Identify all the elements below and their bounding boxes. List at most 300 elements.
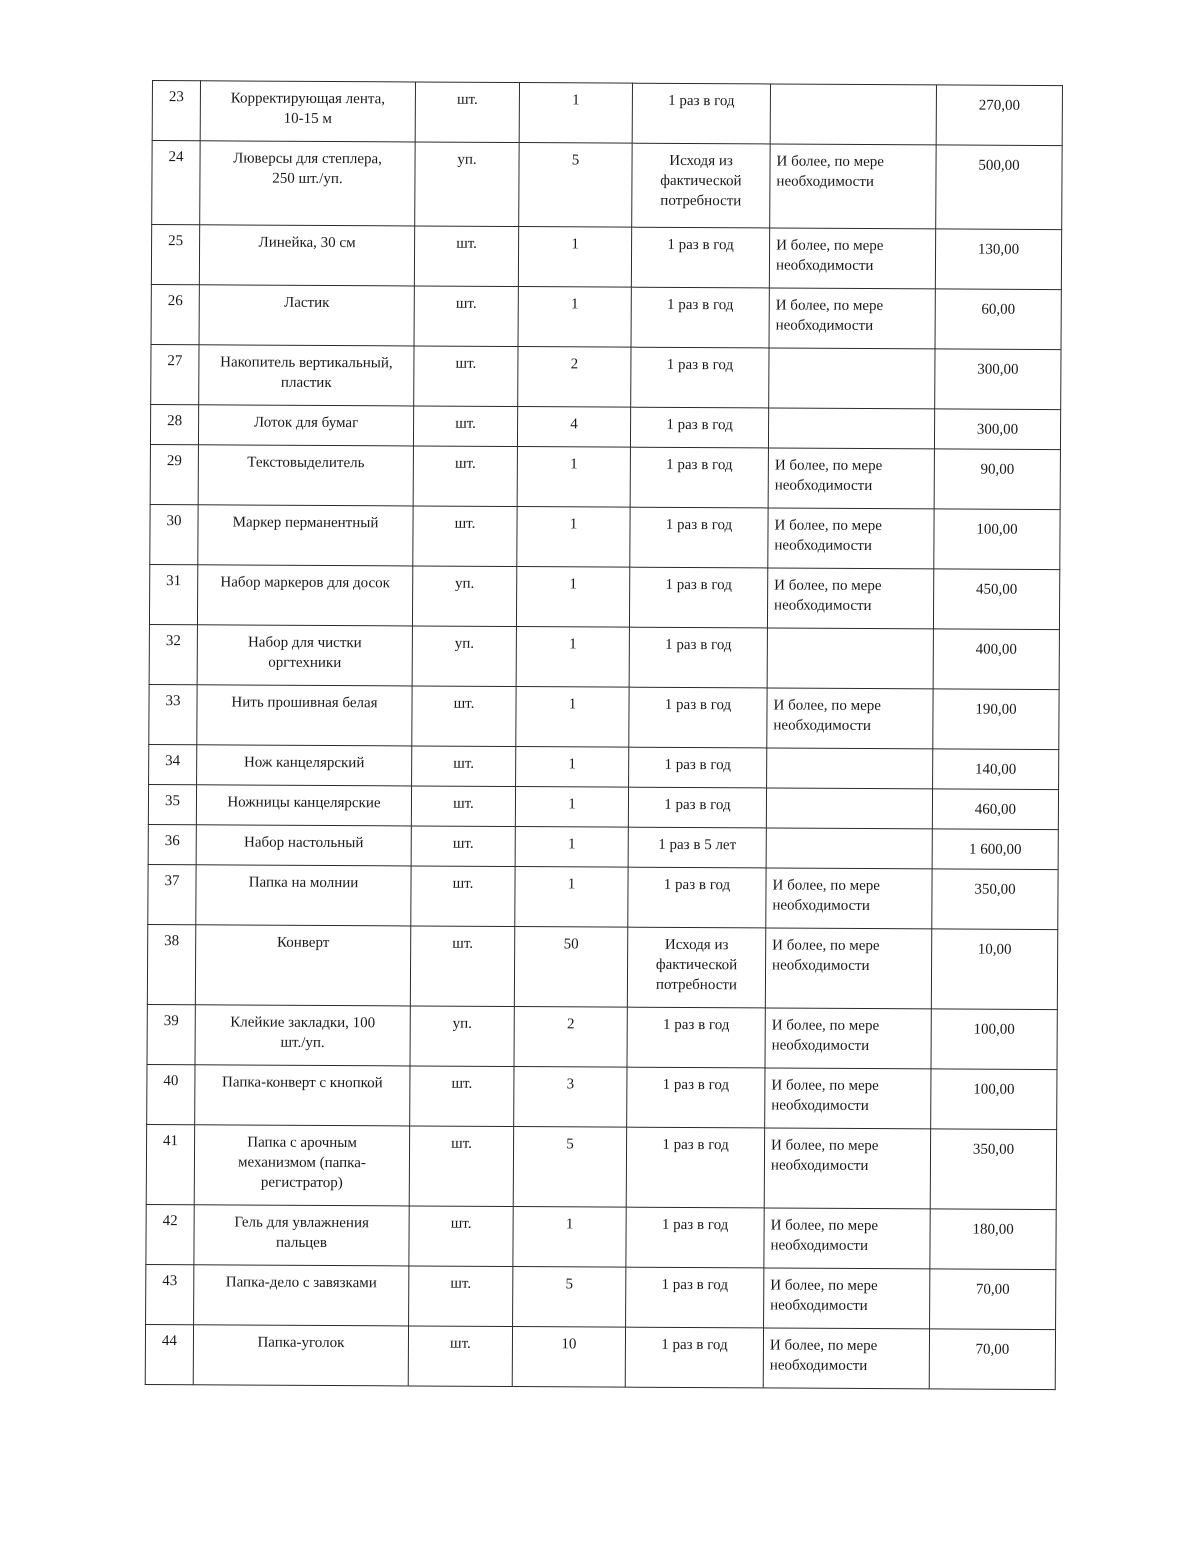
unit-of-measure-cell: [413, 406, 517, 447]
table-row: [149, 624, 1059, 689]
unit-of-measure-cell: [414, 226, 518, 287]
row-number-cell: [148, 864, 196, 924]
replacement-frequency-cell: [630, 407, 768, 448]
quantity-cell: [517, 447, 630, 508]
note-cell: [765, 1068, 931, 1129]
unit-of-measure-cell: [409, 1126, 513, 1207]
unit-of-measure-cell: [410, 1066, 514, 1127]
quantity: 1: [570, 296, 579, 313]
price-cell: [934, 409, 1060, 450]
row-number-cell: [148, 824, 196, 864]
note-cell: [770, 144, 936, 229]
note: И более, по мере необходимости: [770, 1217, 879, 1255]
note: [774, 635, 929, 636]
unit-of-measure-cell: [409, 1206, 513, 1267]
quantity-cell: [517, 407, 630, 448]
replacement-frequency: 1 раз в год: [664, 696, 732, 714]
price: 140,00: [974, 761, 1017, 778]
note-cell: [768, 408, 934, 449]
note-cell: [765, 928, 931, 1009]
quantity: 50: [563, 936, 579, 953]
replacement-frequency: 1 раз в год: [662, 1136, 729, 1154]
price-cell: [933, 569, 1059, 630]
note: И более, по мере необходимости: [770, 1137, 879, 1175]
row-number-cell: [151, 225, 199, 285]
item-name-cell: [199, 225, 414, 286]
replacement-frequency: 1 раз в год: [662, 1076, 730, 1094]
quantity-cell: [515, 787, 628, 828]
replacement-frequency: 1 раз в год: [666, 456, 733, 474]
item-name-cell: [196, 865, 411, 926]
table-row: [148, 824, 1058, 869]
quantity: 5: [571, 152, 580, 169]
table-row: [146, 1264, 1056, 1329]
quantity: 1: [570, 456, 578, 473]
note-cell: [766, 788, 932, 829]
unit-of-measure-cell: [414, 346, 518, 407]
replacement-frequency-cell: [631, 227, 769, 288]
note-cell: [767, 748, 933, 789]
table-row: [152, 81, 1062, 146]
item-name: Папка с арочным механизмом (папка- регистратор): [237, 1134, 366, 1192]
unit-of-measure: шт.: [450, 1335, 471, 1352]
item-name: Накопитель вертикальный, пластик: [220, 354, 393, 392]
replacement-frequency-cell: [631, 287, 769, 348]
unit-of-measure: шт.: [455, 415, 476, 432]
quantity-cell: [516, 567, 629, 628]
replacement-frequency: 1 раз в год: [666, 416, 733, 434]
note-cell: [769, 228, 935, 289]
price-cell: [934, 509, 1060, 570]
note-cell: [767, 628, 933, 689]
note-cell: [764, 1268, 930, 1329]
item-name-cell: [198, 445, 413, 506]
price-cell: [933, 749, 1059, 790]
item-name: Папка-уголок: [257, 1334, 345, 1352]
replacement-frequency-cell: [629, 567, 767, 628]
unit-of-measure-cell: [412, 566, 516, 627]
replacement-frequency: 1 раз в год: [665, 576, 732, 594]
price: 500,00: [978, 157, 1020, 174]
unit-of-measure-cell: [411, 786, 515, 827]
row-number-cell: [150, 404, 198, 444]
item-name: Конверт: [276, 934, 330, 952]
price-cell: [929, 1329, 1055, 1390]
replacement-frequency: 1 раз в год: [668, 92, 735, 110]
item-name: Клейкие закладки, 100 шт./уп.: [230, 1014, 376, 1051]
quantity-cell: [513, 1207, 626, 1268]
note: [775, 355, 930, 356]
row-number: 37: [164, 873, 180, 890]
replacement-frequency-cell: [630, 507, 768, 568]
item-name-cell: [193, 1325, 408, 1386]
note: И более, по мере необходимости: [776, 153, 885, 191]
quantity: 1: [568, 756, 576, 773]
unit-of-measure: уп.: [457, 151, 477, 168]
row-number: 23: [168, 89, 184, 106]
quantity-cell: [518, 347, 631, 408]
replacement-frequency-cell: [632, 83, 770, 144]
unit-of-measure: шт.: [450, 1275, 472, 1292]
quantity-cell: [514, 1007, 627, 1068]
item-name-cell: [198, 505, 413, 566]
item-name-cell: [194, 1125, 409, 1206]
replacement-frequency: 1 раз в год: [661, 1336, 728, 1354]
unit-of-measure-cell: [415, 82, 519, 143]
replacement-frequency-cell: [631, 347, 769, 408]
price-cell: [936, 85, 1062, 146]
price: 350,00: [972, 1141, 1015, 1158]
replacement-frequency: Исходя из фактической потребности: [655, 936, 738, 994]
unit-of-measure-cell: [411, 866, 515, 927]
table-row: [148, 784, 1058, 829]
price-cell: [932, 829, 1058, 870]
replacement-frequency: 1 раз в год: [664, 796, 731, 814]
quantity: 2: [570, 356, 579, 373]
table-body: [145, 81, 1062, 1390]
replacement-frequency: 1 раз в год: [664, 756, 731, 774]
unit-of-measure: шт.: [455, 295, 477, 312]
quantity: 1: [568, 696, 577, 713]
table-row: [146, 1204, 1056, 1269]
quantity-cell: [512, 1327, 625, 1388]
item-name: Корректирующая лента, 10-15 м: [230, 90, 386, 128]
item-name-cell: [195, 1065, 410, 1126]
item-name-cell: [195, 925, 410, 1006]
item-name: Люверсы для степлера, 250 шт./уп.: [233, 150, 382, 188]
row-number: 38: [164, 933, 180, 950]
row-number: 30: [166, 513, 182, 530]
item-name-cell: [194, 1265, 409, 1326]
row-number-cell: [149, 684, 197, 744]
price: 270,00: [978, 97, 1021, 114]
price: 100,00: [973, 1081, 1015, 1098]
quantity-cell: [515, 827, 628, 868]
price-cell: [932, 789, 1058, 830]
note: [777, 91, 932, 92]
row-number: 31: [166, 573, 182, 590]
price-cell: [933, 629, 1059, 690]
unit-of-measure-cell: [413, 446, 517, 507]
item-name: Ластик: [284, 294, 330, 311]
price: 350,00: [974, 881, 1016, 898]
table-row: [150, 404, 1060, 449]
replacement-frequency: 1 раз в год: [665, 636, 732, 654]
replacement-frequency: 1 раз в год: [663, 876, 731, 894]
item-name-cell: [197, 565, 412, 626]
unit-of-measure: уп.: [454, 635, 475, 652]
replacement-frequency-cell: [627, 1007, 765, 1068]
row-number-cell: [147, 1004, 195, 1064]
unit-of-measure: шт.: [451, 1135, 472, 1152]
item-name-cell: [197, 685, 412, 746]
unit-of-measure-cell: [412, 746, 516, 787]
note-cell: [763, 1328, 929, 1389]
row-number-cell: [146, 1204, 194, 1264]
note: И более, по мере необходимости: [775, 237, 884, 275]
item-name: Маркер перманентный: [232, 514, 379, 532]
note: И более, по мере необходимости: [771, 1017, 880, 1055]
note: И более, по мере необходимости: [771, 1077, 879, 1115]
table-row: [151, 284, 1061, 349]
replacement-frequency-cell: [630, 447, 768, 508]
price: 180,00: [972, 1221, 1014, 1238]
price-cell: [936, 145, 1062, 230]
price: 190,00: [975, 701, 1017, 718]
price-cell: [935, 349, 1061, 410]
replacement-frequency-cell: [625, 1327, 763, 1388]
row-number-cell: [147, 924, 195, 1004]
quantity: 1: [565, 1216, 574, 1233]
row-number-cell: [148, 784, 196, 824]
note-cell: [766, 868, 932, 929]
price-cell: [935, 289, 1061, 350]
row-number-cell: [152, 141, 200, 225]
table-row: [145, 1324, 1055, 1389]
price: 400,00: [975, 641, 1018, 658]
quantity-cell: [519, 83, 632, 144]
item-name-cell: [200, 81, 415, 142]
note-cell: [768, 448, 934, 509]
item-name-cell: [198, 405, 413, 446]
row-number: 25: [168, 233, 184, 250]
price-cell: [931, 1009, 1057, 1070]
row-number: 33: [165, 693, 181, 710]
price: 70,00: [975, 1341, 1010, 1358]
row-number: 40: [163, 1073, 179, 1090]
unit-of-measure-cell: [412, 686, 516, 747]
quantity-cell: [513, 1127, 626, 1208]
row-number: 42: [162, 1213, 178, 1230]
row-number: 35: [164, 793, 181, 810]
price-cell: [931, 929, 1057, 1010]
quantity-cell: [513, 1267, 626, 1328]
item-name-cell: [199, 345, 414, 406]
table-row: [151, 344, 1061, 409]
item-name-cell: [200, 141, 415, 226]
unit-of-measure: уп.: [452, 1015, 472, 1032]
quantity: 1: [569, 516, 578, 533]
unit-of-measure-cell: [415, 142, 519, 227]
note: И более, по мере необходимости: [774, 577, 882, 615]
price: 10,00: [977, 941, 1012, 958]
replacement-frequency-cell: [628, 787, 766, 828]
unit-of-measure-cell: [408, 1326, 512, 1387]
item-name: Папка-дело с завязками: [225, 1274, 377, 1292]
row-number: 24: [168, 149, 184, 166]
quantity: 1: [567, 836, 576, 853]
row-number: 28: [167, 413, 183, 430]
note: [773, 835, 928, 836]
price: 100,00: [976, 521, 1018, 538]
quantity: 3: [566, 1076, 575, 1093]
quantity-cell: [518, 227, 631, 288]
item-name: Набор настольный: [244, 834, 364, 852]
item-name-cell: [197, 625, 412, 686]
quantity: 4: [570, 416, 578, 433]
price: 450,00: [975, 581, 1018, 598]
price: 100,00: [973, 1021, 1015, 1038]
table-row: [152, 141, 1062, 230]
quantity: 5: [566, 1136, 574, 1153]
note: И более, по мере необходимости: [769, 1337, 878, 1375]
quantity: 1: [569, 636, 577, 653]
row-number: 41: [163, 1133, 179, 1150]
replacement-frequency-cell: [627, 927, 765, 1008]
price: 70,00: [975, 1281, 1010, 1298]
quantity-cell: [516, 627, 629, 688]
note: И более, по мере необходимости: [772, 877, 880, 915]
price: 300,00: [977, 361, 1019, 378]
row-number-cell: [150, 444, 198, 504]
table-row: [149, 744, 1059, 789]
item-name: Нить прошивная белая: [231, 694, 378, 712]
note-cell: [764, 1128, 930, 1209]
replacement-frequency-cell: [629, 627, 767, 688]
unit-of-measure-cell: [413, 506, 517, 567]
replacement-frequency: 1 раз в год: [661, 1216, 729, 1234]
quantity-cell: [518, 287, 631, 348]
quantity-cell: [516, 747, 629, 788]
note-cell: [769, 348, 935, 409]
row-number: 27: [167, 353, 183, 370]
unit-of-measure: шт.: [455, 355, 477, 372]
item-name: Набор маркеров для досок: [220, 574, 391, 592]
unit-of-measure-cell: [414, 286, 518, 347]
row-number-cell: [146, 1264, 194, 1324]
row-number-cell: [151, 284, 199, 344]
row-number: 36: [164, 833, 180, 850]
item-name-cell: [194, 1205, 409, 1266]
row-number-cell: [146, 1124, 194, 1204]
quantity: 1: [567, 876, 576, 893]
quantity-cell: [517, 507, 630, 568]
quantity: 1: [571, 236, 579, 253]
note: И более, по мере необходимости: [772, 937, 880, 975]
row-number: 26: [167, 293, 183, 310]
item-name: Ножницы канцелярские: [227, 794, 381, 812]
note: И более, по мере необходимости: [774, 517, 882, 555]
item-name: Папка на молнии: [248, 874, 359, 892]
item-name: Гель для увлажнения пальцев: [234, 1214, 369, 1251]
unit-of-measure-cell: [412, 626, 516, 687]
price-cell: [930, 1209, 1056, 1270]
price: 60,00: [981, 301, 1016, 318]
supply-norms-table: [145, 80, 1063, 1390]
replacement-frequency-cell: [628, 867, 766, 928]
note: И более, по мере необходимости: [774, 457, 883, 495]
unit-of-measure: шт.: [453, 695, 475, 712]
unit-of-measure: шт.: [451, 1075, 473, 1092]
row-number: 29: [166, 453, 182, 470]
note-cell: [767, 688, 933, 749]
unit-of-measure: шт.: [450, 1215, 472, 1232]
replacement-frequency: 1 раз в год: [662, 1016, 730, 1034]
row-number: 34: [165, 753, 181, 770]
note-cell: [767, 568, 933, 629]
unit-of-measure: шт.: [453, 795, 474, 812]
note: [773, 795, 928, 796]
unit-of-measure: шт.: [454, 515, 476, 532]
item-name-cell: [196, 785, 411, 826]
note: И более, по мере необходимости: [770, 1277, 878, 1315]
quantity-cell: [514, 927, 627, 1008]
unit-of-measure: шт.: [452, 875, 474, 892]
replacement-frequency-cell: [628, 827, 766, 868]
replacement-frequency-cell: [626, 1127, 764, 1208]
note-cell: [766, 828, 932, 869]
quantity: 10: [561, 1336, 577, 1353]
replacement-frequency-cell: [626, 1207, 764, 1268]
replacement-frequency-cell: [629, 687, 767, 748]
row-number-cell: [150, 504, 198, 564]
table-row: [146, 1124, 1056, 1209]
row-number-cell: [152, 81, 200, 141]
replacement-frequency: 1 раз в год: [665, 516, 733, 534]
price-cell: [932, 869, 1058, 930]
replacement-frequency: 1 раз в год: [667, 296, 734, 314]
unit-of-measure-cell: [411, 826, 515, 867]
note-cell: [769, 288, 935, 349]
price-cell: [933, 689, 1059, 750]
quantity-cell: [514, 1067, 627, 1128]
row-number-cell: [145, 1324, 193, 1384]
item-name-cell: [196, 825, 411, 866]
row-number-cell: [151, 344, 199, 404]
row-number-cell: [147, 1064, 195, 1124]
note-cell: [768, 508, 934, 569]
unit-of-measure-cell: [409, 1266, 513, 1327]
price-cell: [935, 229, 1061, 290]
replacement-frequency: 1 раз в год: [661, 1276, 729, 1294]
unit-of-measure: шт.: [456, 235, 477, 252]
note: [773, 755, 928, 756]
price-cell: [931, 1069, 1057, 1130]
replacement-frequency-cell: [629, 747, 767, 788]
table-row: [147, 1004, 1057, 1069]
row-number-cell: [149, 744, 197, 784]
table-row: [148, 864, 1058, 929]
price: 460,00: [974, 801, 1017, 818]
replacement-frequency-cell: [632, 143, 770, 228]
table-row: [149, 684, 1059, 749]
unit-of-measure: шт.: [452, 935, 474, 952]
row-number: 44: [161, 1333, 178, 1350]
note-cell: [764, 1208, 930, 1269]
unit-of-measure: шт.: [452, 835, 474, 852]
price: 130,00: [977, 241, 1020, 258]
unit-of-measure: шт.: [453, 755, 475, 772]
table-row: [150, 444, 1060, 509]
table-row: [151, 225, 1061, 290]
price-cell: [934, 449, 1060, 510]
table-row: [147, 924, 1057, 1009]
price: 300,00: [976, 421, 1019, 438]
replacement-frequency: 1 раз в год: [666, 356, 734, 374]
note: И более, по мере необходимости: [775, 297, 884, 335]
row-number-cell: [149, 564, 197, 624]
unit-of-measure: шт.: [456, 91, 478, 108]
unit-of-measure: уп.: [455, 575, 475, 592]
unit-of-measure-cell: [410, 1006, 514, 1067]
price: 1 600,00: [968, 841, 1022, 858]
item-name: Линейка, 30 см: [258, 234, 356, 252]
quantity: 1: [569, 576, 577, 593]
note: [775, 415, 930, 416]
item-name-cell: [199, 285, 414, 346]
row-number: 39: [163, 1013, 179, 1030]
item-name-cell: [197, 745, 412, 786]
